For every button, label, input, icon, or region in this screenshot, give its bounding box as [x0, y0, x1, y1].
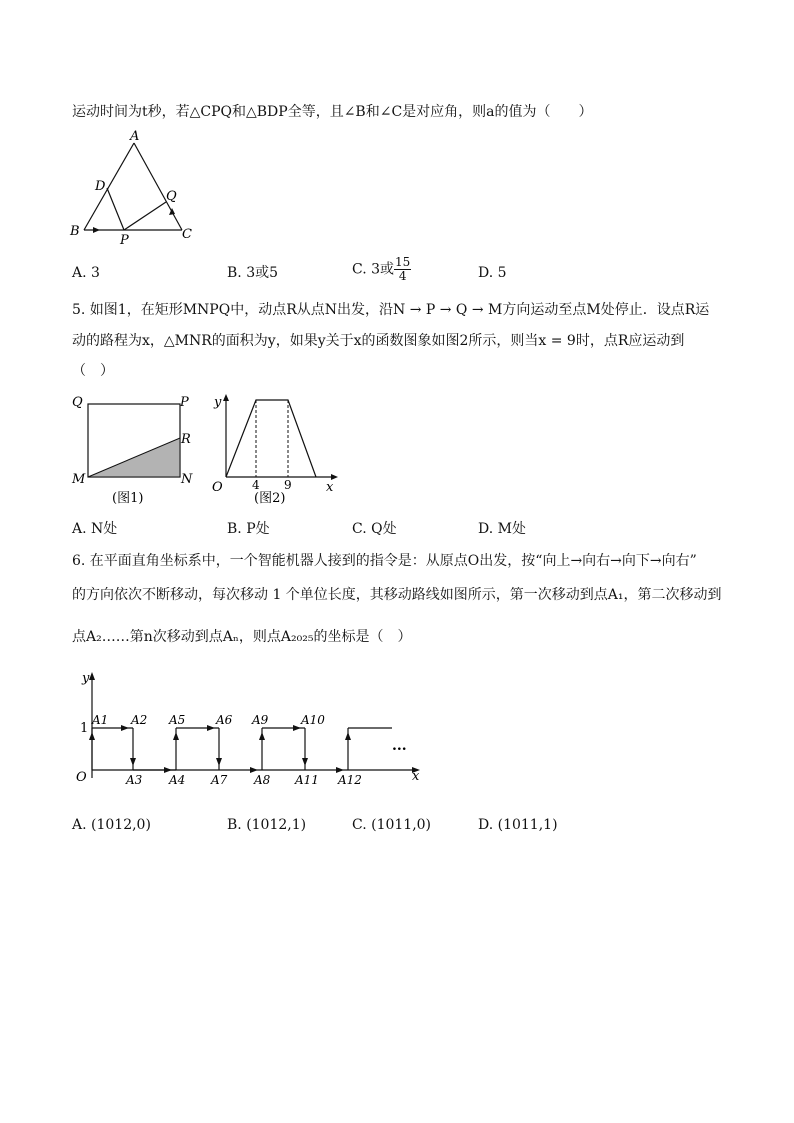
graph-origin-label: O — [212, 480, 223, 495]
q5-stem-line3: （ ） — [72, 363, 114, 379]
q5-option-b[interactable]: B. P处 — [227, 521, 270, 537]
q6-option-d[interactable]: D. (1011,1) — [478, 817, 558, 833]
point-label-a10: A10 — [301, 713, 325, 727]
q4-option-c[interactable] — [352, 256, 411, 283]
point-label-a6: A6 — [216, 713, 233, 727]
vertex-c-label: C — [182, 227, 192, 242]
path-x-label: x — [412, 769, 420, 784]
rect-n-label: N — [181, 472, 193, 487]
q4-option-c-fraction — [394, 256, 411, 283]
q6-option-a[interactable]: A. (1012,0) — [72, 817, 151, 833]
q6-stem-line2: 的方向依次不断移动，每次移动 1 个单位长度，其移动路线如图所示，第一次移动到点A₁，第二次移动到 — [72, 587, 722, 603]
point-d-label: D — [95, 179, 106, 194]
q4-stem: 运动时间为t秒，若△CPQ和△BDP全等，且∠B和∠C是对应角，则a的值为（ ） — [72, 104, 593, 120]
rect-m-label: M — [72, 472, 86, 487]
graph-tick-9: 9 — [284, 478, 292, 492]
q6-option-b[interactable]: B. (1012,1) — [227, 817, 307, 833]
q4-option-b[interactable]: B. 3或5 — [227, 265, 279, 281]
q5-rectangle-figure — [68, 390, 198, 508]
fraction-numerator: 15 — [395, 255, 411, 269]
q6-stem-line3: 点A₂……第n次移动到点Aₙ，则点A₂₀₂₅的坐标是（ ） — [72, 629, 412, 645]
q4-option-c-prefix: C. 3或 — [352, 261, 395, 278]
q5-graph-figure — [206, 390, 346, 508]
point-label-a8: A8 — [254, 773, 271, 787]
q6-path-figure — [70, 666, 430, 790]
fraction-denominator: 4 — [398, 269, 407, 283]
point-label-a12: A12 — [338, 773, 362, 787]
point-label-a2: A2 — [131, 713, 148, 727]
q5-stem-line2: 动的路程为x，△MNR的面积为y，如果y关于x的函数图象如图2所示，则当x = 9时，点R应运动到 — [72, 333, 685, 349]
q6-option-c[interactable]: C. (1011,0) — [352, 817, 432, 833]
q5-option-a[interactable]: A. N处 — [72, 521, 118, 537]
vertex-a-label: A — [130, 129, 140, 144]
rect-p-label: P — [180, 395, 189, 410]
q5-stem-line1: 5. 如图1，在矩形MNPQ中，动点R从点N出发，沿N → P → Q → M方向运动至点M处停止．设点R运 — [72, 302, 710, 318]
point-q-label: Q — [166, 189, 177, 204]
point-label-a5: A5 — [169, 713, 186, 727]
q5-option-c[interactable]: C. Q处 — [352, 521, 397, 537]
point-label-a11: A11 — [295, 773, 319, 787]
rect-q-label: Q — [72, 395, 83, 410]
q6-stem-line1: 6. 在平面直角坐标系中，一个智能机器人接到的指令是：从原点O出发，按“向上→向右→向下→向右” — [72, 553, 697, 569]
graph-y-label: y — [214, 395, 222, 410]
figure1-caption: (图1) — [112, 491, 144, 506]
path-y-label: y — [82, 671, 90, 686]
point-label-a4: A4 — [169, 773, 186, 787]
rect-r-label: R — [181, 432, 191, 447]
point-p-label: P — [120, 233, 129, 248]
path-origin-label: O — [76, 770, 87, 785]
vertex-b-label: B — [70, 224, 80, 239]
point-label-a1: A1 — [92, 713, 109, 727]
graph-tick-4: 4 — [252, 478, 260, 492]
q4-option-d[interactable]: D. 5 — [478, 265, 507, 281]
figure2-caption: (图2) — [254, 491, 286, 506]
path-unit-label: 1 — [80, 721, 89, 736]
graph-x-label: x — [326, 480, 334, 495]
continuation-dots: ... — [392, 738, 407, 754]
q4-triangle-figure — [66, 128, 196, 248]
point-label-a9: A9 — [252, 713, 269, 727]
point-label-a7: A7 — [211, 773, 228, 787]
q5-option-d[interactable]: D. M处 — [478, 521, 526, 537]
q4-option-a[interactable]: A. 3 — [72, 265, 100, 281]
point-label-a3: A3 — [126, 773, 143, 787]
